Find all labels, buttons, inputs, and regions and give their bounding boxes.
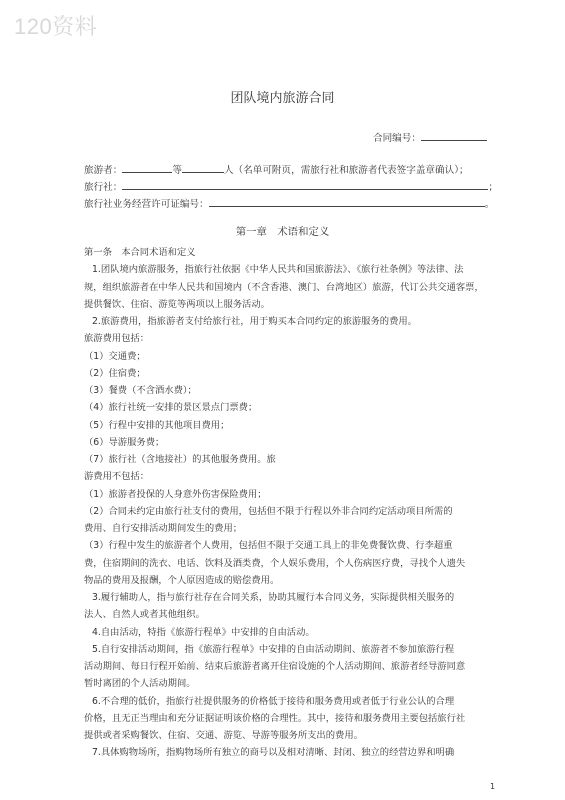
paragraph-line: 暂时离团的个人活动期间。 — [84, 678, 196, 690]
deng-text: 等 — [172, 165, 182, 176]
list-item: （1）旅游者投保的人身意外伤害保险费用； — [84, 488, 267, 500]
paragraph-line: 6.不合理的低价，指旅行社提供服务的价格低于接待和服务费用或者低于行业公认的合理 — [92, 695, 455, 707]
paragraph-line: 价格，且无正当理由和充分证据证明该价格的合理性。其中，接待和服务费用主要包括旅行社 — [84, 712, 466, 724]
tourist-note: 人（名单可附页，需旅行社和旅游者代表签字盖章确认）； — [223, 165, 469, 176]
list-item: （6）导游服务费； — [84, 436, 165, 448]
list-item: （3）餐费（不含酒水费）； — [84, 385, 197, 396]
article-heading: 第一条 本合同术语和定义 — [84, 247, 196, 258]
list-item: （5）行程中安排的其他项目费用； — [84, 419, 230, 431]
agency-row — [84, 179, 496, 196]
paragraph-line: 1.团队境内旅游服务，指旅行社依据《中华人民共和国旅游法》、《旅行社条例》等法律、法 — [92, 264, 464, 276]
paragraph-line: 5.自行安排活动期间，指《旅游行程单》中安排的自由活动期间、旅游者不参加旅游行程 — [92, 643, 455, 655]
paragraph-line: 法人、自然人或者其他组织。 — [84, 609, 205, 621]
paragraph-line: 游费用不包括： — [84, 471, 150, 483]
page-number: 1 — [490, 782, 496, 791]
paragraph-line: 4.自由活动，特指《旅游行程单》中安排的自由活动。 — [92, 626, 315, 638]
agency-label: 旅行社： — [84, 182, 123, 193]
paragraph-line: 费用、自行安排活动期间发生的费用； — [84, 523, 243, 534]
paragraph-line: 活动期间、每日行程开始前、结束后旅游者离开住宿设施的个人活动期间、旅游者经导游同意 — [84, 661, 466, 672]
paragraph-line: 2.旅游费用，指旅游者支付给旅行社，用于购买本合同约定的旅游服务的费用。 — [92, 316, 417, 327]
list-item: （2）住宿费； — [84, 367, 146, 379]
tourist-name-blank — [122, 162, 172, 173]
contract-number-label: 合同编号： — [373, 133, 421, 144]
paragraph-line: 3.履行辅助人，指与旅行社存在合同关系，协助其履行本合同义务，实际提供相关服务的 — [92, 592, 455, 603]
contract-number-field — [373, 130, 487, 144]
document-title: 团队境内旅游合同 — [230, 91, 335, 106]
parties-block — [84, 162, 496, 213]
watermark: 120资料 — [14, 14, 98, 39]
list-item: （3）行程中发生的旅游者个人费用，包括但不限于交通工具上的非免费餐饮费、行李超重 — [84, 540, 453, 552]
list-item: （1）交通费； — [84, 350, 146, 362]
paragraph-line: 费，住宿期间的洗衣、电话、饮料及酒类费，个人娱乐费用，个人伤病医疗费，寻找个人遗失 — [84, 557, 466, 569]
paragraph-line: 提供或者采购餐饮、住宿、交通、游览、导游等服务所支出的费用。 — [84, 730, 363, 741]
agency-semicolon: ； — [488, 182, 498, 193]
paragraph-line: 规，组织旅游者在中华人民共和国境内（不含香港、澳门、台湾地区）旅游，代订公共交通客票， — [84, 281, 484, 293]
list-item: （2）合同未约定由旅行社支付的费用，包括但不限于行程以外非合同约定活动项目所需的 — [84, 505, 453, 517]
paragraph-line: 7.具体购物场所，指购物场所有独立的商号以及相对清晰、封闭、独立的经营边界和明确 — [92, 747, 455, 759]
document-body — [84, 244, 498, 762]
tourist-label: 旅游者： — [84, 165, 123, 176]
chapter-heading: 第一章 术语和定义 — [235, 226, 330, 238]
list-item: （4）旅行社统一安排的景区景点门票费； — [84, 402, 258, 414]
license-row — [84, 196, 496, 213]
tourist-count-blank — [182, 162, 224, 173]
agency-blank — [122, 179, 488, 190]
license-period: 。 — [484, 199, 495, 210]
license-label: 旅行社业务经营许可证编号： — [84, 199, 209, 210]
license-blank — [209, 196, 485, 207]
paragraph-line: 旅游费用包括： — [84, 333, 150, 345]
paragraph-line: 物品的费用及报酬，个人原因造成的赔偿费用。 — [84, 574, 280, 586]
paragraph-line: 提供餐饮、住宿、游览等两项以上服务活动。 — [84, 298, 270, 310]
contract-number-blank — [421, 130, 487, 141]
tourist-row — [84, 162, 496, 179]
list-item: （7）旅行社（含地接社）的其他服务费用。旅 — [84, 454, 276, 465]
